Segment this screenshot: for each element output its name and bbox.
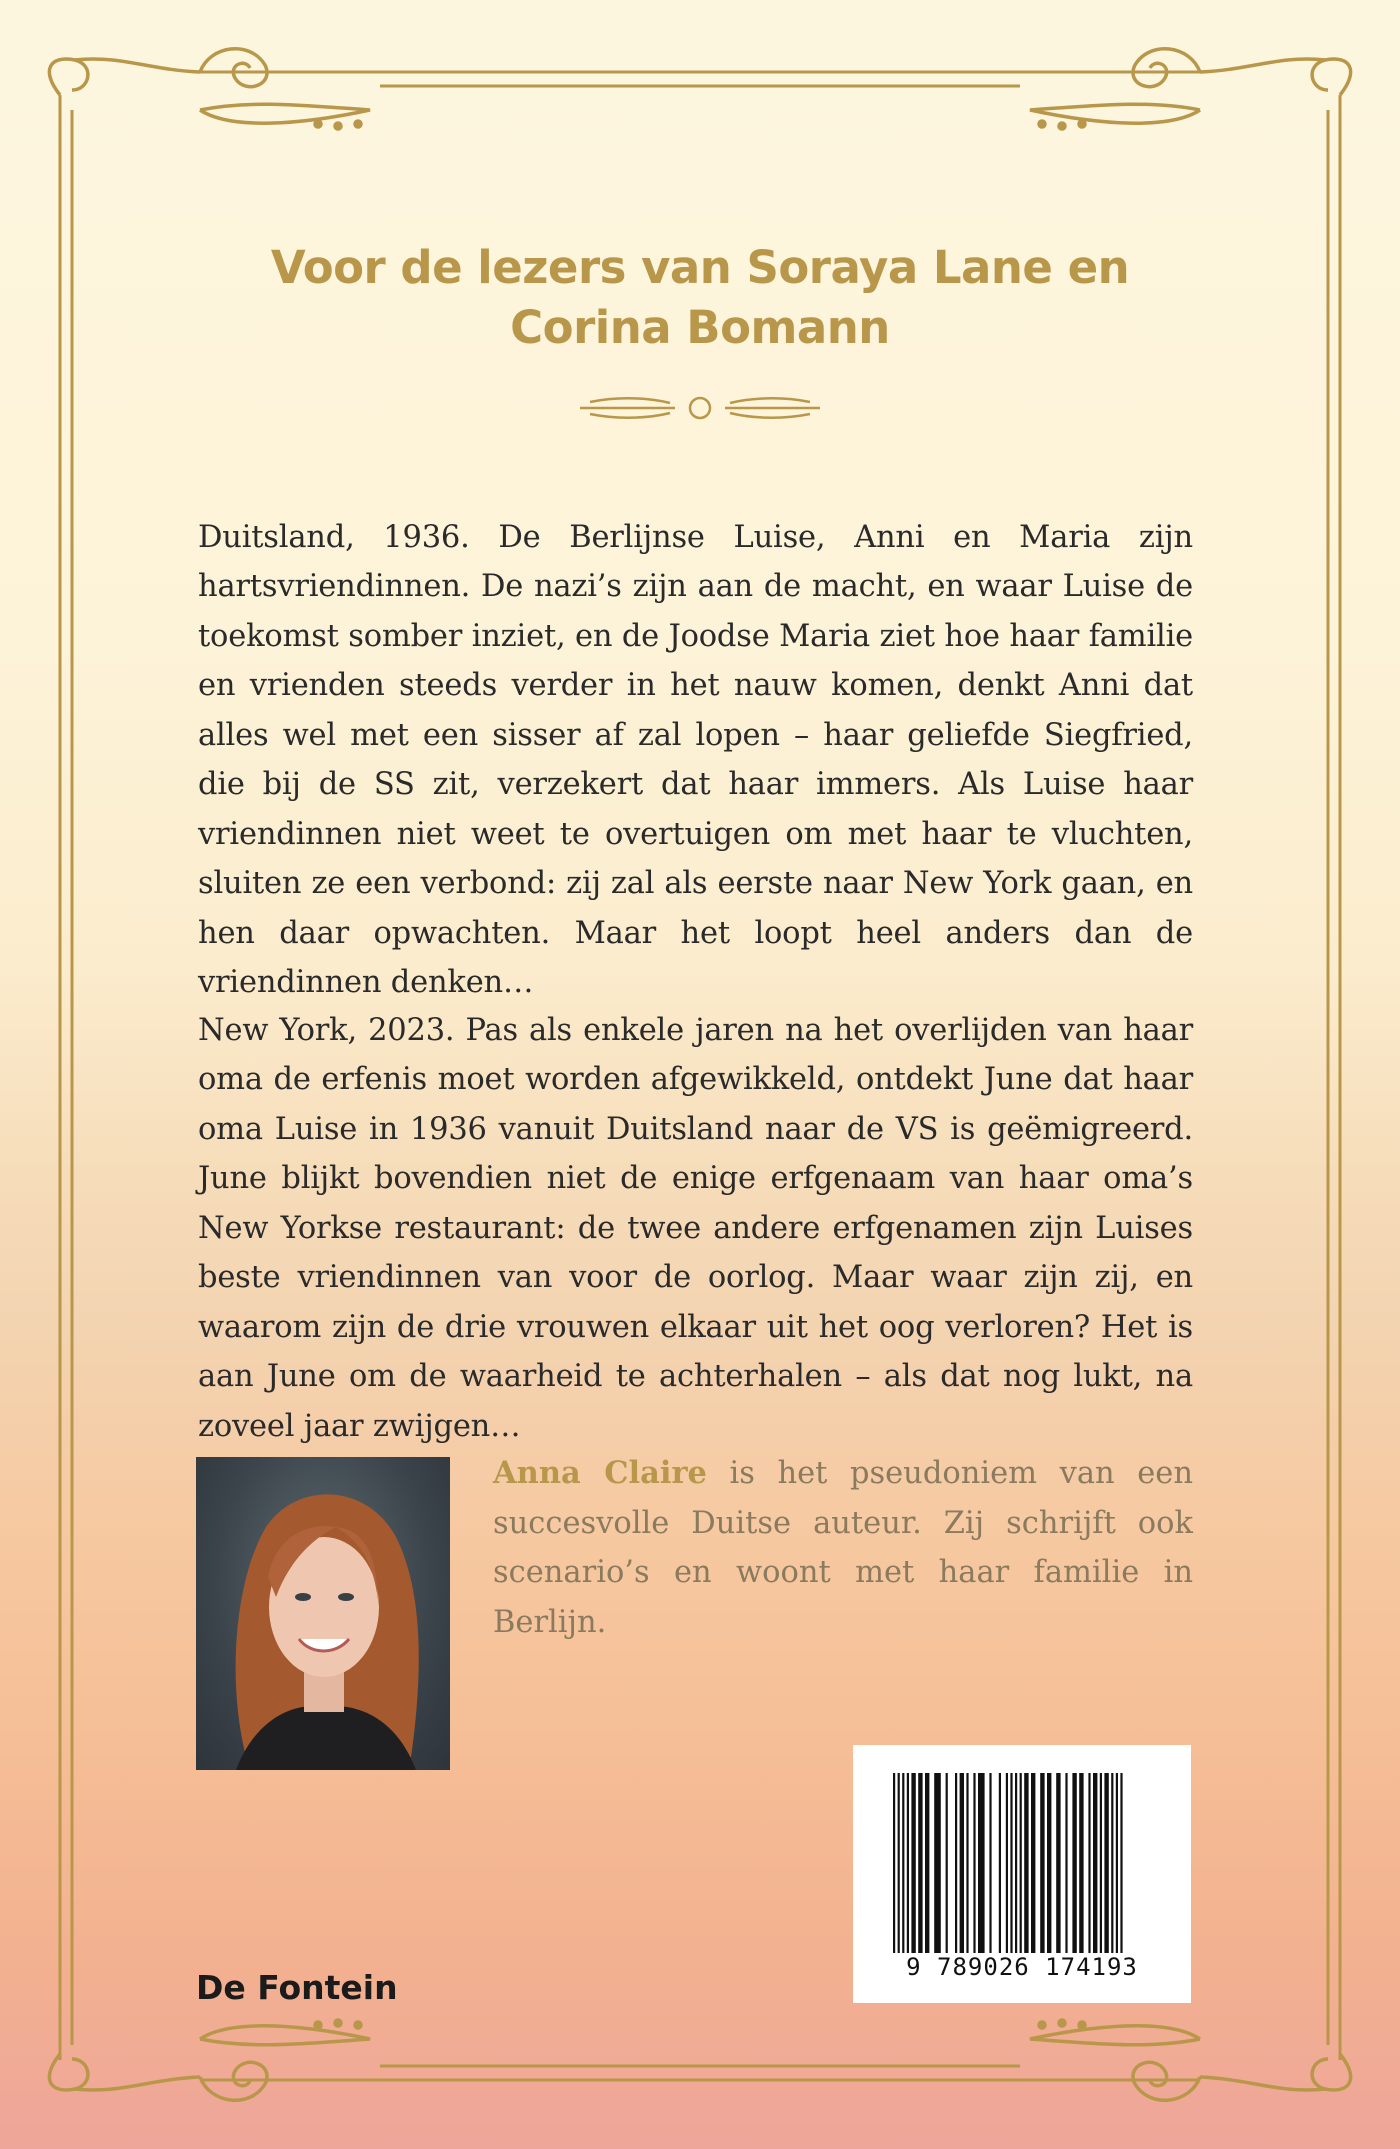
barcode-bar (966, 1773, 968, 1953)
barcode-bar (907, 1773, 909, 1953)
publisher-logo: De Fontein (196, 1968, 398, 2007)
divider-flourish-icon (570, 390, 830, 426)
barcode-bar (934, 1773, 941, 1953)
barcode-bar (1120, 1773, 1122, 1953)
barcode-bar (978, 1773, 985, 1953)
headline-line1: Voor de lezers van Soraya Lane en (270, 241, 1130, 294)
barcode-bar (1072, 1773, 1076, 1953)
barcode-bar (918, 1773, 922, 1953)
barcode-bar (1024, 1773, 1028, 1953)
ornament-corner-icon (1030, 2020, 1351, 2100)
barcode-bar (1111, 1773, 1113, 1953)
barcode-bar (973, 1773, 975, 1953)
headline (250, 238, 1150, 358)
barcode-bar (925, 1773, 929, 1953)
barcode-bars (853, 1773, 1191, 1973)
barcode-bar (1047, 1773, 1051, 1953)
barcode-bar (1056, 1773, 1060, 1953)
barcode-bar (1116, 1773, 1118, 1953)
blurb-paragraph-2: New York, 2023. Pas als enkele jaren na het overlijden van haar oma de erfenis moet worden afgewikkeld, ontdekt June dat haar oma Luise in 1936 vanuit Duitsland naar de VS is geëmigreerd. June blijkt bovendien niet de enige erfgenaam van haar oma’s New Yorkse restaurant: de twee andere erfgenamen zijn Luises beste vriendinnen van voor de oorlog. Maar waar zijn zij, en waarom zijn de drie vrouwen elkaar uit het oog verloren? Het is aan June om de waarheid te achterhalen – als dat nog lukt, na zoveel jaar zwijgen… (198, 1012, 1193, 1444)
ornament-corner-icon (49, 49, 370, 129)
barcode-bar (893, 1773, 895, 1953)
ornament-corner-icon (49, 2020, 370, 2100)
barcode-bar (989, 1773, 991, 1953)
barcode-bar (1100, 1773, 1102, 1953)
barcode-bar (999, 1773, 1001, 1953)
barcode-bar (955, 1773, 957, 1953)
barcode (853, 1745, 1191, 2003)
author-bio-text: is het pseudoniem van een succesvolle Duitse auteur. Zij schrijft ook scenario’s en woont met haar familie in Berlijn. (493, 1456, 1193, 1640)
barcode-bar (960, 1773, 964, 1953)
barcode-bar (1065, 1773, 1067, 1953)
barcode-bar (902, 1773, 904, 1953)
barcode-bar (1104, 1773, 1108, 1953)
barcode-bar (1015, 1773, 1017, 1953)
headline-line2: Corina Bomann (510, 301, 890, 354)
barcode-bar (1040, 1773, 1044, 1953)
barcode-bar (1006, 1773, 1008, 1953)
barcode-bar (1031, 1773, 1035, 1953)
author-bio (493, 1449, 1193, 1647)
barcode-bar (1020, 1773, 1022, 1953)
author-name: Anna Claire (493, 1455, 707, 1491)
barcode-bar (1010, 1773, 1012, 1953)
author-photo (196, 1457, 450, 1770)
ornament-corner-icon (1030, 49, 1351, 129)
barcode-bar (1088, 1773, 1090, 1953)
barcode-bar (911, 1773, 915, 1953)
barcode-bar (1079, 1773, 1083, 1953)
barcode-bar (898, 1773, 900, 1953)
barcode-bar (946, 1773, 948, 1953)
barcode-bar (1093, 1773, 1097, 1953)
blurb-paragraph-1: Duitsland, 1936. De Berlijnse Luise, Anni en Maria zijn hartsvriendinnen. De nazi’s zijn aan de macht, en waar Luise de toekomst somber inziet, en de Joodse Maria ziet hoe haar familie en vrienden steeds verder in het nauw komen, denkt Anni dat alles wel met een sisser af zal lopen – haar geliefde Siegfried, die bij de SS zit, verzekert dat haar immers. Als Luise haar vriendinnen niet weet te overtuigen om met haar te vluchten, sluiten ze een verbond: zij zal als eerste naar New York gaan, en hen daar opwachten. Maar het loopt heel anders dan de vriendinnen denken… (198, 519, 1193, 1000)
barcode-number: 9 789026 174193 (906, 1953, 1138, 1981)
